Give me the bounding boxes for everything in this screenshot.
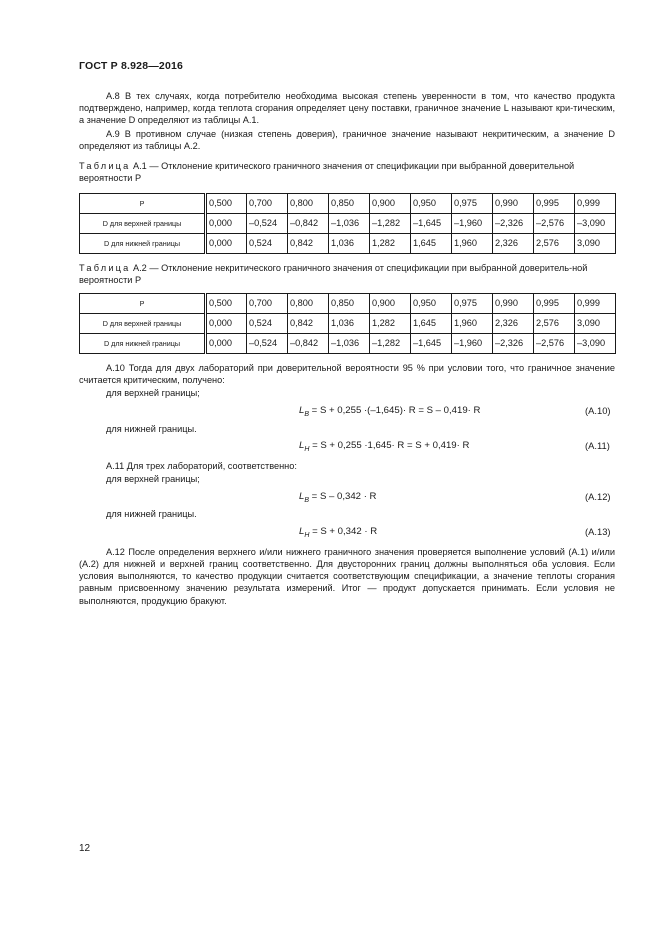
table-cell: 0,990: [493, 194, 534, 214]
row-label: D для нижней границы: [80, 234, 206, 254]
table-cell: –1,036: [329, 214, 370, 234]
table-cell: 0,000: [206, 234, 247, 254]
row-label: P: [80, 194, 206, 214]
equation-number-a13: (А.13): [585, 526, 611, 537]
paragraph-a10: А.10 Тогда для двух лабораторий при доверительной вероятности 95 % при условии того, что граничное значение считается критическим, получено:: [79, 363, 615, 386]
table-cell: 1,036: [329, 234, 370, 254]
table2-caption: [79, 262, 615, 286]
paragraph-a12: А.12 После определения верхнего и/или нижнего граничного значения проверяется выполнение условий (А.1) и/или (А.2) для нижней и верхней границ соответственно. Для двусторонних границ должны выполняться оба условия. Если условия выполняются, то качество продукции считается соответствующим спецификации, а значение теплоты сгорания равным присвоенному значению результата измерений. Итог — продукт допускается принимать. Если условия не выполняются, продукцию бракуют.: [79, 547, 615, 606]
table-cell: –0,524: [247, 334, 288, 354]
paragraph-a8: А.8 В тех случаях, когда потребителю необходима высокая степень уверенности в том, что качество продукта подтверждено, например, когда теплота сгорания определяет цену поставки, граничное значение L называют кри-тическим, а значение D определяют из таблицы А.1.: [79, 91, 615, 126]
table-cell: 2,576: [534, 314, 575, 334]
table-cell: 0,800: [288, 194, 329, 214]
table-cell: 0,700: [247, 194, 288, 214]
table-cell: 3,090: [575, 314, 616, 334]
table-cell: –1,036: [329, 334, 370, 354]
document-header: ГОСТ Р 8.928—2016: [79, 60, 184, 72]
equation-number-a12: (А.12): [585, 491, 611, 502]
formula-a10: $L_B = S + 0,255 \cdot(-1,645)\cdot R = S - 0,419\cdot R$: [299, 405, 481, 418]
paragraph-a10-lower: для нижней границы.: [106, 424, 197, 434]
formula-a13: $L_H = S + 0,342 \cdot R$: [299, 526, 378, 539]
table-a2: [79, 293, 616, 354]
table-cell: –1,645: [411, 334, 452, 354]
table1-caption-label: Таблица: [79, 161, 131, 171]
table-cell: 0,900: [370, 294, 411, 314]
table-cell: –2,326: [493, 334, 534, 354]
table-cell: 3,090: [575, 234, 616, 254]
table-cell: 1,645: [411, 314, 452, 334]
table-cell: 0,950: [411, 294, 452, 314]
table1-caption-text: А.1 — Отклонение критического граничного значения от спецификации при выбранной доверительной вероятности P: [79, 161, 575, 184]
table-cell: 1,036: [329, 314, 370, 334]
table-cell: 1,960: [452, 234, 493, 254]
table-cell: 0,524: [247, 234, 288, 254]
table-cell: 0,700: [247, 294, 288, 314]
table-cell: 1,282: [370, 314, 411, 334]
paragraph-a9: А.9 В противном случае (низкая степень доверия), граничное значение называют некритическим, а значение D определяют из таблицы А.2.: [79, 129, 615, 152]
table-cell: –0,524: [247, 214, 288, 234]
table-cell: –2,576: [534, 334, 575, 354]
table-cell: 0,000: [206, 314, 247, 334]
table-cell: 1,960: [452, 314, 493, 334]
formula-a12: $L_B = S - 0,342 \cdot R$: [299, 491, 377, 504]
table1-caption: [79, 160, 615, 184]
table-cell: –0,842: [288, 334, 329, 354]
table-cell: 0,975: [452, 194, 493, 214]
table-a1: [79, 193, 616, 254]
paragraph-a11: А.11 Для трех лабораторий, соответственно:: [106, 461, 297, 471]
equation-number-a11: (А.11): [585, 440, 610, 451]
table-row: [80, 214, 616, 234]
table-cell: 0,975: [452, 294, 493, 314]
table-cell: 0,995: [534, 294, 575, 314]
table-cell: 0,524: [247, 314, 288, 334]
table-cell: 0,000: [206, 214, 247, 234]
table-cell: –0,842: [288, 214, 329, 234]
table-row: [80, 194, 616, 214]
paragraph-a10-upper: для верхней границы;: [106, 388, 200, 398]
paragraph-a11-upper: для верхней границы;: [106, 474, 200, 484]
table-cell: –1,282: [370, 334, 411, 354]
table-cell: –3,090: [575, 334, 616, 354]
table-cell: 0,800: [288, 294, 329, 314]
table-cell: –1,960: [452, 334, 493, 354]
table-cell: 2,326: [493, 234, 534, 254]
table-cell: 1,645: [411, 234, 452, 254]
table-cell: 0,000: [206, 334, 247, 354]
table-cell: 2,326: [493, 314, 534, 334]
table-cell: –1,960: [452, 214, 493, 234]
page-number: 12: [79, 843, 91, 854]
paragraph-a11-lower: для нижней границы.: [106, 509, 197, 519]
table-row: [80, 234, 616, 254]
table-cell: –1,282: [370, 214, 411, 234]
table-cell: 0,900: [370, 194, 411, 214]
row-label: D для верхней границы: [80, 214, 206, 234]
table-cell: –2,576: [534, 214, 575, 234]
table-cell: –1,645: [411, 214, 452, 234]
table2-caption-label: Таблица: [79, 263, 131, 273]
table-cell: 1,282: [370, 234, 411, 254]
table2-caption-text: А.2 — Отклонение некритического граничного значения от спецификации при выбранной доверитель-ной вероятности P: [79, 263, 588, 286]
table-cell: 0,850: [329, 194, 370, 214]
table-cell: –2,326: [493, 214, 534, 234]
row-label: D для верхней границы: [80, 314, 206, 334]
table-cell: 0,500: [206, 294, 247, 314]
table-row: [80, 314, 616, 334]
table-cell: 0,999: [575, 194, 616, 214]
table-row: [80, 334, 616, 354]
equation-number-a10: (А.10): [585, 405, 611, 416]
row-label: D для нижней границы: [80, 334, 206, 354]
table-cell: 0,999: [575, 294, 616, 314]
table-cell: 0,842: [288, 234, 329, 254]
table-cell: 0,950: [411, 194, 452, 214]
table-cell: –3,090: [575, 214, 616, 234]
table-cell: 0,990: [493, 294, 534, 314]
formula-a11: $L_H = S + 0,255 \cdot 1,645\cdot R = S + 0,419\cdot R$: [299, 440, 470, 453]
table-cell: 0,500: [206, 194, 247, 214]
table-cell: 0,842: [288, 314, 329, 334]
table-cell: 2,576: [534, 234, 575, 254]
row-label: P: [80, 294, 206, 314]
table-cell: 0,995: [534, 194, 575, 214]
table-cell: 0,850: [329, 294, 370, 314]
table-row: [80, 294, 616, 314]
